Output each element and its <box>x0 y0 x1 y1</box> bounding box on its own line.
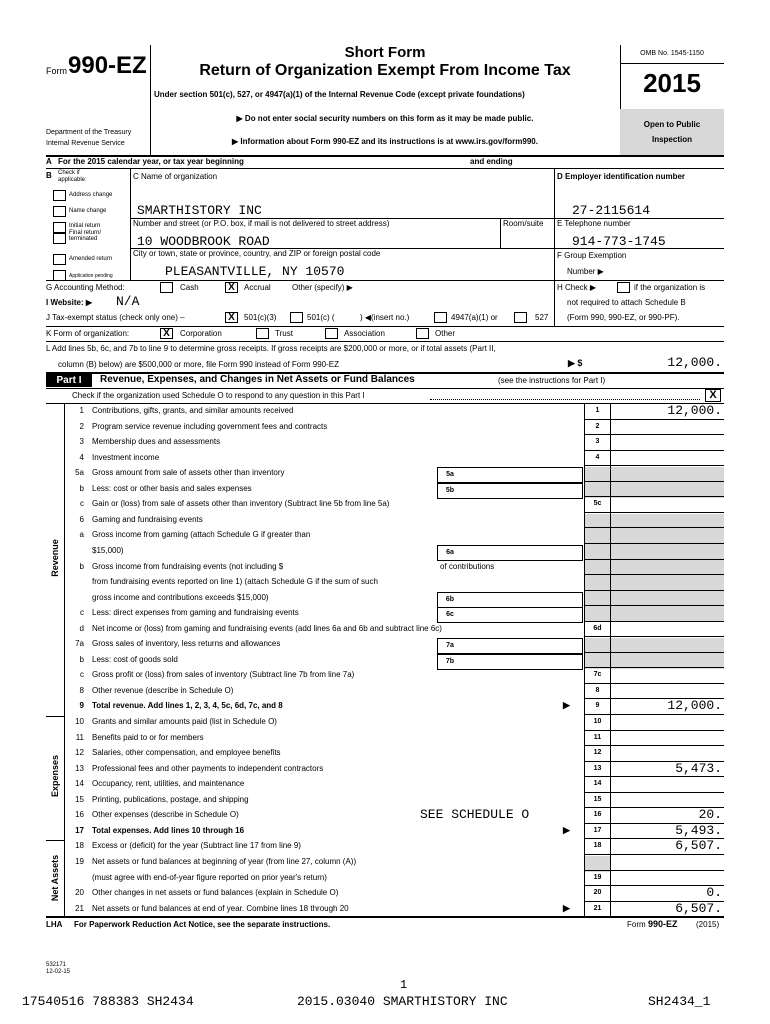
corporation-label: Corporation <box>180 329 222 338</box>
line-box-number: 3 <box>595 438 600 446</box>
line-number: 17 <box>75 825 84 835</box>
line-l-arrow: ▶ $ <box>568 358 583 368</box>
line-number: d <box>79 623 84 633</box>
line-box-number: 13 <box>593 764 602 772</box>
part-i-title-note: (see the instructions for Part I) <box>498 376 606 385</box>
form-ref-number: 990-EZ <box>648 919 678 929</box>
501c3-label: 501(c)(3) <box>244 313 277 322</box>
line-text: Gross profit or (loss) from sales of inventory (Subtract line 7b from line 7a) <box>92 670 355 680</box>
accrual-label: Accrual <box>244 283 271 292</box>
line-l-text-1: L Add lines 5b, 6c, and 7b to line 9 to determine gross receipts. If gross receipts are $200,000 or more, or if total assets (Part II, <box>46 344 496 353</box>
line-number: 19 <box>75 856 84 866</box>
website-label: I Website: ▶ <box>46 298 93 307</box>
line-text: from fundraising events reported on line 1) (attach Schedule G if the sum of such <box>92 577 378 587</box>
line-number: 16 <box>75 810 84 820</box>
row-divider <box>585 605 724 606</box>
ein-label: D Employer identification number <box>557 172 686 181</box>
line-text: Less: cost or other basis and sales expenses <box>92 483 252 493</box>
line-text: Total expenses. Add lines 10 through 16 <box>92 825 245 835</box>
line-text: (must agree with end-of-year figure reported on prior year's return) <box>92 872 327 882</box>
line-text: Gross income from gaming (attach Schedule G if greater than <box>92 530 311 540</box>
line-box-number: 1 <box>595 407 600 414</box>
footer-right-code: SH2434_1 <box>648 994 711 1009</box>
row-divider <box>585 870 724 871</box>
row-divider <box>585 621 724 622</box>
line-box-number: 15 <box>593 795 602 803</box>
line-text: Less: cost of goods sold <box>92 654 178 664</box>
line-text: Gross amount from sale of assets other than inventory <box>92 468 285 478</box>
line-box-number: 16 <box>593 811 602 819</box>
line-box-number: 11 <box>593 733 602 741</box>
line-text: Other expenses (describe in Schedule O) <box>92 810 239 820</box>
expenses-section-label: Expenses <box>50 754 60 798</box>
form-title-2: Return of Organization Exempt From Income Tax <box>199 62 571 79</box>
line-number: 10 <box>75 717 84 726</box>
schedule-o-checkbox[interactable]: X <box>705 389 721 402</box>
line-number: 3 <box>79 437 84 447</box>
tax-year: 2015 <box>643 68 701 98</box>
sub-line-box: 6c <box>437 607 463 623</box>
row-divider <box>585 792 724 793</box>
line-text: Investment income <box>92 452 160 462</box>
4947-label: 4947(a)(1) or <box>451 313 498 322</box>
omb-number: OMB No. 1545-1150 <box>640 50 704 57</box>
amended-return-checkbox[interactable] <box>53 254 66 265</box>
line-arrow: ▶ <box>563 824 570 835</box>
row-divider <box>585 652 724 653</box>
line-amount[interactable]: 6,507. <box>675 900 722 916</box>
schedule-b-checkbox[interactable] <box>617 282 630 293</box>
line-box-number: 17 <box>593 826 602 834</box>
dept-line-1: Department of the Treasury <box>46 129 132 136</box>
line-number: 2 <box>79 421 84 431</box>
footer-center-code: 2015.03040 SMARTHISTORY INC <box>297 994 508 1009</box>
line-box-number: 18 <box>593 842 602 850</box>
row-divider <box>585 465 724 466</box>
row-divider <box>585 543 724 544</box>
line-number: b <box>79 561 84 571</box>
form-code-1: 532171 <box>46 962 67 968</box>
line-box-number: 2 <box>595 422 600 430</box>
line-text-2: of contributions <box>440 561 495 571</box>
line-text: Contributions, gifts, grants, and similar amounts received <box>92 406 294 415</box>
line-text: Program service revenue including government fees and contracts <box>92 421 328 431</box>
application-pending-label: Application pending <box>69 273 113 279</box>
line-number: 6 <box>79 514 84 524</box>
dept-line-2: Internal Revenue Service <box>46 140 125 147</box>
501c3-checkbox[interactable]: X <box>225 312 238 323</box>
page-number: 1 <box>400 978 408 992</box>
street-label: Number and street (or P.O. box, if mail is not delivered to street address) <box>133 219 390 228</box>
ein-value[interactable]: 27-2115614 <box>572 203 651 218</box>
line-number: 5a <box>75 468 84 478</box>
line-text: Gaming and fundraising events <box>92 514 203 524</box>
line-l-text-2: column (B) below) are $500,000 or more, file Form 990 instead of Form 990-EZ <box>58 360 340 369</box>
line-text: Occupancy, rent, utilities, and maintenance <box>92 779 245 789</box>
line-box-number: 12 <box>593 749 602 757</box>
schedule-o-check-text: Check if the organization used Schedule O to respond to any question in this Part I <box>72 391 365 400</box>
initial-return-checkbox[interactable] <box>53 222 66 233</box>
sub-line-box: 6a <box>437 545 463 561</box>
line-text: gross income and contributions exceeds $15,000) <box>92 592 269 602</box>
line-text: Other changes in net assets or fund balances (explain in Schedule O) <box>92 888 339 898</box>
schedule-b-text-3: (Form 990, 990-EZ, or 990-PF). <box>567 313 680 322</box>
sub-line-field[interactable] <box>462 592 583 608</box>
trust-checkbox[interactable] <box>256 328 269 339</box>
trust-label: Trust <box>275 329 293 338</box>
row-divider <box>585 636 724 637</box>
other-org-label: Other <box>435 329 456 338</box>
lha-label: LHA <box>46 920 63 929</box>
line-number: c <box>80 499 84 509</box>
line-box-number: 7c <box>593 671 602 679</box>
line-arrow: ▶ <box>563 700 570 711</box>
line-number: 1 <box>79 406 84 415</box>
form-subtitle: Under section 501(c), 527, or 4947(a)(1) of the Internal Revenue Code (except private foundations) <box>154 90 525 99</box>
sub-line-box: 7b <box>437 654 463 670</box>
line-amount[interactable]: 6,507. <box>675 838 722 854</box>
association-checkbox[interactable] <box>325 328 338 339</box>
group-exemption-label: F Group Exemption <box>557 251 627 260</box>
line-amount[interactable]: 5,473. <box>675 760 722 776</box>
row-divider <box>585 854 724 855</box>
line-box-number: 20 <box>593 889 602 897</box>
form-of-org-label: K Form of organization: <box>46 329 130 338</box>
org-name-label: C Name of organization <box>133 172 218 181</box>
line-number: c <box>80 608 84 618</box>
group-exemption-label-2: Number ▶ <box>567 267 604 276</box>
line-text: Excess or (deficit) for the year (Subtract line 17 from line 9) <box>92 841 301 851</box>
501c-label: 501(c) ( <box>307 313 335 322</box>
line-text: $15,000) <box>92 545 124 555</box>
line-amount[interactable]: 5,493. <box>675 822 722 838</box>
line-box-number: 8 <box>595 686 600 694</box>
amended-return-label: Amended return <box>69 256 113 262</box>
row-divider <box>585 730 724 731</box>
line-number: 11 <box>75 732 84 742</box>
accounting-method-label: G Accounting Method: <box>46 283 125 292</box>
cash-checkbox[interactable] <box>160 282 173 293</box>
website-value[interactable]: N/A <box>116 294 140 309</box>
line-box-number: 14 <box>593 780 602 788</box>
line-a-text: For the 2015 calendar year, or tax year beginning <box>58 157 244 166</box>
line-amount[interactable]: 0. <box>706 885 722 901</box>
city-state-zip[interactable]: PLEASANTVILLE, NY 10570 <box>165 264 345 279</box>
corporation-checkbox[interactable]: X <box>160 328 173 339</box>
line-number: 12 <box>75 748 84 758</box>
final-return-checkbox[interactable] <box>53 233 66 244</box>
insert-no-label: ) ◀(insert no.) <box>360 313 410 322</box>
line-text: Printing, publications, postage, and shipping <box>92 794 249 804</box>
line-number: 14 <box>75 779 84 789</box>
line-box-number: 19 <box>593 873 602 881</box>
part-i-label: Part I <box>46 374 92 387</box>
line-number: 18 <box>75 841 84 851</box>
row-divider <box>585 512 724 513</box>
row-divider <box>585 450 724 451</box>
line-number: b <box>79 654 84 664</box>
initial-return-label: Initial return <box>69 223 101 229</box>
row-divider <box>585 527 724 528</box>
schedule-o-note: SEE SCHEDULE O <box>420 807 530 823</box>
open-public-2: Inspection <box>651 135 692 144</box>
line-box-number: 5c <box>593 500 602 508</box>
net-assets-section-label: Net Assets <box>50 854 60 902</box>
accrual-checkbox[interactable]: X <box>225 282 238 293</box>
line-text: Gross sales of inventory, less returns and allowances <box>92 639 281 649</box>
sub-line-box: 7a <box>437 638 463 654</box>
tax-exempt-label: J Tax-exempt status (check only one) – <box>46 313 185 322</box>
line-a-label: A <box>46 157 52 166</box>
line-text: Other revenue (describe in Schedule O) <box>92 685 234 695</box>
row-divider <box>585 683 724 684</box>
form-code-2: 12-02-15 <box>46 969 71 975</box>
sub-line-field[interactable] <box>462 483 583 499</box>
line-box-number: 4 <box>595 453 600 461</box>
revenue-section-label: Revenue <box>50 539 60 577</box>
line-number: 21 <box>75 903 84 913</box>
schedule-b-text-2: not required to attach Schedule B <box>567 298 686 307</box>
cash-label: Cash <box>180 283 199 292</box>
row-divider <box>585 481 724 482</box>
sub-line-field[interactable] <box>462 607 583 623</box>
sub-line-box: 5a <box>437 467 463 483</box>
line-b-label: B <box>46 171 52 180</box>
line-number: c <box>80 670 84 680</box>
row-divider <box>585 776 724 777</box>
line-text: Membership dues and assessments <box>92 437 221 447</box>
line-text: Net income or (loss) from gaming and fundraising events (add lines 6a and 6b and subtract line 6c) <box>92 623 442 633</box>
address-change-checkbox[interactable] <box>53 190 66 201</box>
line-text: Grants and similar amounts paid (list in Schedule O) <box>92 717 277 726</box>
row-divider <box>585 667 724 668</box>
line-text: Benefits paid to or for members <box>92 732 204 742</box>
name-change-checkbox[interactable] <box>53 206 66 217</box>
association-label: Association <box>344 329 385 338</box>
form-title-1: Short Form <box>344 44 426 61</box>
line-text: Professional fees and other payments to independent contractors <box>92 763 324 773</box>
line-amount[interactable]: 12,000. <box>667 403 722 418</box>
line-text: Less: direct expenses from gaming and fundraising events <box>92 608 299 618</box>
line-number: 7a <box>75 639 84 649</box>
line-box-number: 10 <box>593 718 602 725</box>
form-label: Form <box>46 66 67 76</box>
line-number: 4 <box>79 452 84 462</box>
line-b-text: Check if applicable: <box>58 170 87 183</box>
row-divider <box>585 574 724 575</box>
phone-label: E Telephone number <box>557 219 631 228</box>
street-address[interactable]: 10 WOODBROOK ROAD <box>137 234 270 249</box>
line-number: b <box>79 483 84 493</box>
form-number: 990-EZ <box>68 52 147 79</box>
line-text: Gross income from fundraising events (not including $ <box>92 561 284 571</box>
line-text: Net assets or fund balances at end of year. Combine lines 18 through 20 <box>92 903 349 913</box>
part-i-title: Revenue, Expenses, and Changes in Net Assets or Fund Balances <box>100 374 415 385</box>
form-ref-year: (2015) <box>696 920 720 929</box>
line-number: 15 <box>75 794 84 804</box>
row-divider <box>585 745 724 746</box>
line-box-number: 6d <box>593 624 602 632</box>
527-label: 527 <box>535 313 549 322</box>
ssn-note: ▶ Do not enter social security numbers on this form as it may be made public. <box>236 114 534 123</box>
other-method-label: Other (specify) ▶ <box>292 283 353 292</box>
line-text: Net assets or fund balances at beginning of year (from line 27, column (A)) <box>92 856 357 866</box>
line-amount[interactable]: 20. <box>698 807 722 823</box>
phone-value[interactable]: 914-773-1745 <box>572 234 666 249</box>
line-box-number: 21 <box>593 904 602 912</box>
org-name[interactable]: SMARTHISTORY INC <box>137 203 262 218</box>
line-arrow: ▶ <box>563 902 570 913</box>
line-text: Salaries, other compensation, and employee benefits <box>92 748 281 758</box>
row-divider <box>585 590 724 591</box>
line-number: 20 <box>75 888 84 898</box>
sub-line-field[interactable] <box>462 467 583 483</box>
527-checkbox[interactable] <box>514 312 527 323</box>
name-change-label: Name change <box>69 208 107 214</box>
4947-checkbox[interactable] <box>434 312 447 323</box>
sub-line-field[interactable] <box>462 638 583 654</box>
line-number: a <box>79 530 84 540</box>
open-public-1: Open to Public <box>643 120 701 129</box>
line-text: Total revenue. Add lines 1, 2, 3, 4, 5c, 6d, 7c, and 8 <box>92 701 283 711</box>
schedule-b-check-label: H Check ▶ <box>557 283 597 292</box>
row-divider <box>585 496 724 497</box>
line-number: 13 <box>75 763 84 773</box>
501c-checkbox[interactable] <box>290 312 303 323</box>
row-divider <box>585 419 724 420</box>
form-ref-label: Form <box>627 920 646 929</box>
final-return-label: Final return/ terminated <box>69 230 102 242</box>
row-divider <box>585 714 724 715</box>
row-divider <box>585 434 724 435</box>
line-number: 8 <box>79 685 84 695</box>
line-text: Gain or (loss) from sale of assets other than inventory (Subtract line 5b from line 5a) <box>92 499 390 509</box>
line-number: 9 <box>79 701 84 711</box>
line-a-ending: and ending <box>470 157 513 166</box>
sub-line-box: 6b <box>437 592 463 608</box>
gross-receipts-value[interactable]: 12,000. <box>667 355 722 370</box>
other-org-checkbox[interactable] <box>416 328 429 339</box>
line-amount[interactable]: 12,000. <box>667 698 722 714</box>
footer-left-code: 17540516 788383 SH2434 <box>22 994 194 1009</box>
sub-line-field[interactable] <box>462 654 583 670</box>
row-divider <box>585 559 724 560</box>
info-note: ▶ Information about Form 990-EZ and its instructions is at www.irs.gov/form990. <box>232 137 538 146</box>
sub-line-box: 5b <box>437 483 463 499</box>
line-box-number: 9 <box>595 702 600 710</box>
room-label: Room/suite <box>503 219 544 228</box>
sub-line-field[interactable] <box>462 545 583 561</box>
paperwork-notice: For Paperwork Reduction Act Notice, see the separate instructions. <box>74 920 331 929</box>
address-change-label: Address change <box>69 192 113 198</box>
schedule-b-text-1: if the organization is <box>634 283 706 292</box>
city-label: City or town, state or province, country, and ZIP or foreign postal code <box>133 249 381 258</box>
